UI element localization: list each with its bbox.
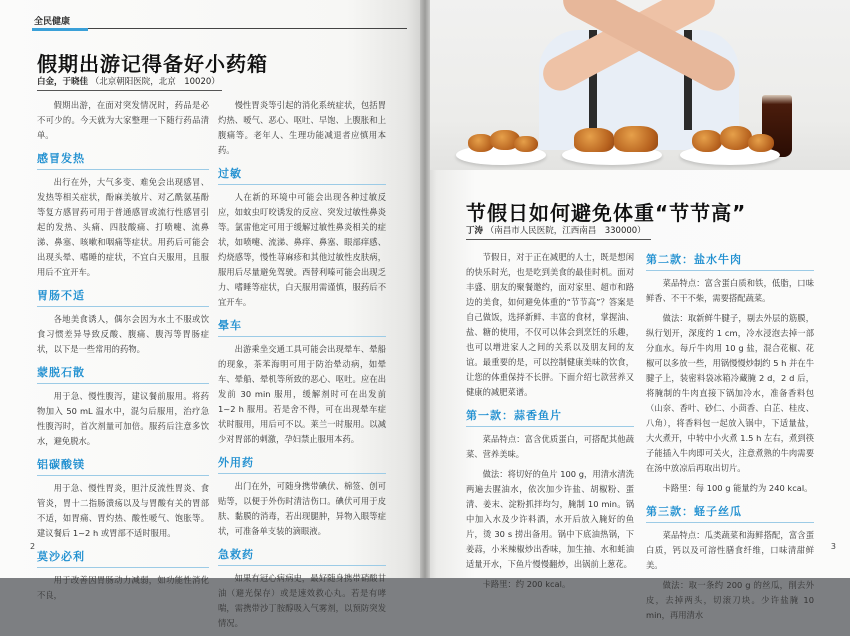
body-paragraph: 人在新的环境中可能会出现各种过敏反应，如蚊虫叮咬诱发的反应、突发过敏性鼻炎等。氯雷他定可用于缓解过敏性鼻炎相关的症状，如喷嚏、流涕、鼻痒、鼻塞、眼部痒感、灼烧感等，慢性荨麻疹和其他过敏性皮肤病，服用后尽量避免驾驶。西替利嗪可能会出现乏力、嗜睡等症状，白天服用需谨慎，服药后不宜开车。 (218, 192, 386, 307)
byline (37, 75, 220, 87)
header-photo (424, 0, 850, 170)
photo-food (614, 126, 658, 152)
body-paragraph: 卡路里：每 100 g 能量约为 240 kcal。 (662, 483, 813, 493)
body-paragraph: 菜品特点：富含蛋白质和铁，低脂，口味鲜香、不干不柴，需要搭配蔬菜。 (646, 278, 814, 303)
recipe-heading: 第二款：盐水牛肉 (646, 251, 814, 271)
body-paragraph: 做法：将切好的鱼片 100 g，用清水清洗两遍去腥油水，依次加少许盐、胡椒粉、蛋清、姜末、淀粉抓拌均匀，腌制 10 min。锅中加入水及少许料酒，水开后放入腌好的鱼片，烫 30 s 捞出备用。锅中下底油热锅，下姜蒜，小米辣椒炒出香味，加生抽、水和蚝油适量开水，下鱼片慢慢翻炒，出锅前上葱花。 (466, 469, 634, 569)
section-heading: 莫沙必利 (37, 548, 209, 568)
body-paragraph: 用于改善因胃肠动力减弱，如功能性消化不良， (37, 575, 209, 600)
body-paragraph: 做法：取新鲜牛腱子，剔去外层的筋膜，纵行划开，深度约 1 cm，冷水浸泡去掉一部分血水。每斤牛肉用 10 g 盐，混合花椒、花椒可以多放一些，用锅慢慢炒制约 5 h 并在牛腱子上，装密料袋冰箱冷藏腌 2 d，2 d 后，将腌制的牛肉直接下锅加冷水，准备香料包（山奈、香叶、砂仁、小茴香、白芷、桂皮、八角），将香料包一起放入锅中，下适量盐，大火煮开，中转中小火煮 1.5 h 左右，煮到筷子能插入牛肉即可关火，注意煮熟的牛肉需要在汤中放凉后再取出切片。 (646, 313, 814, 473)
section-heading: 外用药 (218, 454, 386, 474)
section-heading: 铝碳酸镁 (37, 456, 209, 476)
authors: 白金，于晓佳 (37, 77, 89, 87)
left-column-2 (218, 98, 386, 636)
body-paragraph: 出行在外，大气多变、难免会出现感冒、发热等相关症状，酚麻美敏片、对乙酰氨基酚等复方感冒药可用于普通感冒或流行性感冒引起的发热、头痛、四肢酸痛、打喷嚏、流鼻涕、鼻塞、咳嗽和咽痛等症状。用药后可能会出现头晕、嗜睡的症状，不宜白天服用，且服用后不宜开车。 (37, 177, 209, 277)
section-accent-bar (32, 28, 88, 31)
byline (466, 224, 646, 236)
affiliation: （北京朝阳医院，北京 10020） (90, 77, 220, 87)
body-paragraph: 各地美食诱人，偶尔会因为水土不服或饮食习惯差异导致反酸、腹痛、腹泻等胃肠症状，以下是一些常用的药物。 (37, 314, 209, 354)
page-number: 2 (30, 542, 36, 551)
section-rule (32, 28, 407, 29)
body-paragraph: 如果有冠心病病史，最好随身携带硝酸甘油（避光保存）或是速效救心丸。若是有哮喘，需携带沙丁胺醇吸入气雾剂，以预防突发情况。 (218, 573, 386, 628)
body-paragraph: 用于急、慢性腹泻，建议餐前服用。将药物加入 50 mL 温水中，混匀后服用，治疗急性腹泻时，首次剂量可加倍。服药后注意多饮水，避免脱水。 (37, 391, 209, 446)
section-heading: 蒙脱石散 (37, 364, 209, 384)
authors: 丁涛 (466, 226, 484, 236)
recipe-heading: 第三款：蛏子丝瓜 (646, 503, 814, 523)
right-column-1 (466, 250, 634, 597)
section-heading: 感冒发热 (37, 150, 209, 170)
affiliation: （南昌市人民医院，江西南昌 330000） (485, 226, 646, 236)
article-title: 节假日如何避免体重“节节高” (466, 201, 747, 225)
intro-paragraph: 节假日，对于正在减肥的人士，既是想闲的快乐时光，也是吃到美食的最佳时机。面对丰盛、朋友的聚餐邀约，面对家里、超市和路边的美食，如何避免体重的“节节高”？答案是自己做饭，选择新鲜、丰富的食材，掌握油、盐、糖的使用，不仅可以体会到烹饪的乐趣，也可以增进家人之间的关系以及朋友间的友谊。最重要的是，可以控制健康美味的饮食，让您的体重保持不长胖。下面介绍七款营养又健康的减肥菜谱。 (466, 252, 634, 397)
body-paragraph: 出游乘坐交通工具可能会出现晕车、晕船的现象，茶苯海明可用于防治晕动病，如晕车、晕船、晕机等所致的恶心、呕吐。应在出发前 30 min 服用，缓解剂时可在出发前 1~2 h 服用。若是舍不得，可在出现晕车症状时服用，用后可不以。莱兰一时服用。以减少对胃部的刺激，孕妇禁止服用本药。 (218, 344, 386, 444)
photo-food (574, 128, 614, 152)
right-column-2 (646, 244, 814, 628)
section-heading: 急救药 (218, 546, 386, 566)
byline-rule (466, 239, 651, 240)
section-tag: 全民健康 (34, 17, 71, 27)
body-paragraph: 菜品特点：富含优质蛋白，可搭配其他蔬菜、营养美味。 (466, 434, 634, 459)
body-paragraph: 用于急、慢性胃炎，胆汁反流性胃炎、食管炎，胃十二指肠溃疡以及与胃酸有关的胃部不适，如胃痛、胃灼热、酸性嗳气、饱胀等。建议餐后 1~2 h 或胃部不适时服用。 (37, 483, 209, 538)
book-spine (420, 0, 430, 578)
body-paragraph: 做法：取一条约 200 g 的丝瓜，削去外皮，去掉两头，切滚刀块。少许盐腌 10 min，再用清水 (646, 580, 814, 620)
body-paragraph: 出门在外，可随身携带碘伏、棉签、创可贴等，以便于外伤时清洁伤口。碘伏可用于皮肤、黏膜的消毒，若出现腿肿，异物入眼等症状，可准备单支装的滴眼液。 (218, 481, 386, 536)
left-column-1 (37, 98, 209, 608)
body-paragraph: 卡路里：约 200 kcal。 (482, 579, 571, 589)
photo-food (748, 134, 774, 152)
photo-food (514, 136, 538, 152)
right-page (424, 0, 850, 620)
body-paragraph: 慢性胃炎等引起的消化系统症状，包括胃灼热、嗳气、恶心、呕吐、早饱、上腹胀和上腹痛等。老年人、生理功能减退者应慎用本药。 (218, 100, 386, 155)
recipe-heading: 第一款：蒜香鱼片 (466, 407, 634, 427)
photo-food (720, 126, 752, 150)
section-heading: 胃肠不适 (37, 287, 209, 307)
article-title: 假期出游记得备好小药箱 (37, 52, 268, 76)
section-heading: 过敏 (218, 165, 386, 185)
photo-food (692, 130, 722, 152)
left-page (0, 0, 424, 628)
byline-rule (37, 90, 222, 91)
section-heading: 晕车 (218, 317, 386, 337)
body-paragraph: 菜品特点：瓜类蔬菜和海鲜搭配，富含蛋白质，钙以及可溶性膳食纤维，口味清甜鲜美。 (646, 530, 814, 570)
intro-paragraph: 假期出游，在面对突发情况时，药品是必不可少的。今天就为大家整理一下随行药品清单。 (37, 100, 209, 140)
page-number: 3 (830, 542, 836, 551)
